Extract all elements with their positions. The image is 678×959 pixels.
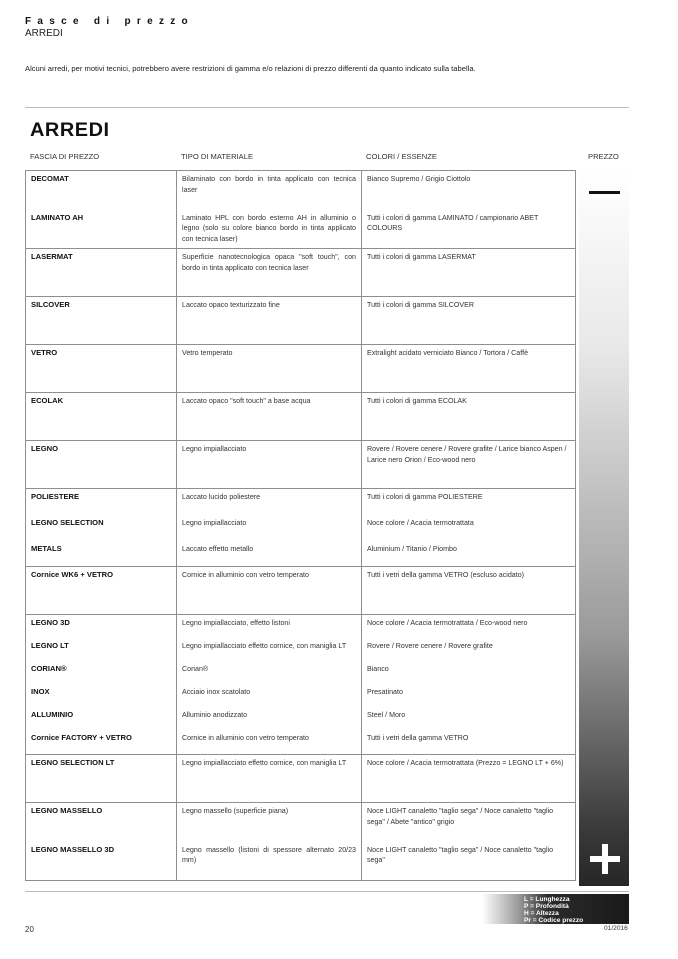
- price-scale-bar: [579, 170, 629, 886]
- material-colors: Bianco: [362, 661, 576, 684]
- material-colors: Noce LIGHT canaletto "taglio sega" / Noce canaletto "taglio sega" / Abete "antico" grigio: [362, 803, 576, 842]
- material-name: DECOMAT: [26, 171, 177, 210]
- column-header-tipo: TIPO DI MATERIALE: [181, 152, 254, 161]
- table-row: [26, 755, 576, 803]
- column-header-fascia: FASCIA DI PREZZO: [30, 152, 100, 161]
- table-row: [26, 803, 576, 842]
- table-row: [26, 345, 576, 393]
- material-name: Cornice WK6 + VETRO: [26, 567, 177, 615]
- material-name: LAMINATO AH: [26, 210, 177, 249]
- material-colors: Noce colore / Acacia termotrattata / Eco-wood nero: [362, 615, 576, 638]
- legend-item: Pr = Codice prezzo: [524, 917, 584, 925]
- dimension-legend: [482, 894, 629, 924]
- plus-icon-vertical-stroke: [602, 844, 608, 874]
- table-row: [26, 489, 576, 515]
- material-name: Cornice FACTORY + VETRO: [26, 730, 177, 755]
- material-type: Legno impiallacciato effetto cornice, con maniglia LT: [177, 755, 362, 803]
- material-name: LEGNO MASSELLO 3D: [26, 842, 177, 881]
- table-row: [26, 730, 576, 755]
- material-colors: Noce colore / Acacia termotrattata (Prezzo = LEGNO LT + 6%): [362, 755, 576, 803]
- material-colors: Tutti i colori di gamma LASERMAT: [362, 249, 576, 297]
- page-subtitle: ARREDI: [25, 28, 63, 39]
- material-type: Laccato effetto metallo: [177, 541, 362, 567]
- material-type: Corian®: [177, 661, 362, 684]
- table-row: [26, 210, 576, 249]
- material-name: METALS: [26, 541, 177, 567]
- material-type: Legno impiallacciato: [177, 441, 362, 489]
- material-colors: Rovere / Rovere cenere / Rovere grafite / Larice bianco Aspen / Larice nero Orion / Eco-wood nero: [362, 441, 576, 489]
- material-name: INOX: [26, 684, 177, 707]
- material-name: LEGNO 3D: [26, 615, 177, 638]
- material-colors: Tutti i colori di gamma LAMINATO / campionario ABET COLOURS: [362, 210, 576, 249]
- material-colors: Aluminium / Titanio / Piombo: [362, 541, 576, 567]
- material-colors: Noce LIGHT canaletto "taglio sega" / Noce canaletto "taglio sega": [362, 842, 576, 881]
- column-header-prezzo: PREZZO: [588, 152, 619, 161]
- material-name: ECOLAK: [26, 393, 177, 441]
- material-type: Alluminio anodizzato: [177, 707, 362, 730]
- material-type: Legno massello (listoni di spessore alternato 20/23 mm): [177, 842, 362, 881]
- material-colors: Noce colore / Acacia termotrattata: [362, 515, 576, 541]
- material-type: Cornice in alluminio con vetro temperato: [177, 730, 362, 755]
- material-type: Laccato opaco texturizzato fine: [177, 297, 362, 345]
- table-row: [26, 615, 576, 638]
- material-type: Laccato opaco "soft touch" a base acqua: [177, 393, 362, 441]
- bottom-divider: [25, 891, 629, 892]
- material-type: Vetro temperato: [177, 345, 362, 393]
- table-row: [26, 297, 576, 345]
- table-row: [26, 393, 576, 441]
- material-colors: Tutti i vetri della gamma VETRO (escluso acidato): [362, 567, 576, 615]
- material-colors: Steel / Moro: [362, 707, 576, 730]
- material-name: ALLUMINIO: [26, 707, 177, 730]
- material-name: LEGNO SELECTION LT: [26, 755, 177, 803]
- material-type: Legno massello (superficie piana): [177, 803, 362, 842]
- material-colors: Tutti i vetri della gamma VETRO: [362, 730, 576, 755]
- material-name: LEGNO MASSELLO: [26, 803, 177, 842]
- material-type: Legno impiallacciato effetto cornice, con maniglia LT: [177, 638, 362, 661]
- section-heading: ARREDI: [30, 120, 110, 141]
- material-type: Laccato lucido poliestere: [177, 489, 362, 515]
- minus-icon: [589, 191, 620, 194]
- material-name: LEGNO LT: [26, 638, 177, 661]
- intro-note: Alcuni arredi, per motivi tecnici, potrebbero avere restrizioni di gamma e/o relazioni di prezzo differenti da quanto indicato sulla tabella.: [25, 64, 476, 73]
- material-type: Legno impiallacciato: [177, 515, 362, 541]
- material-name: POLIESTERE: [26, 489, 177, 515]
- material-type: Legno impiallacciato, effetto listoni: [177, 615, 362, 638]
- table-row: [26, 171, 576, 210]
- revision-date: 01/2016: [604, 925, 628, 932]
- material-name: SILCOVER: [26, 297, 177, 345]
- material-colors: Bianco Supremo / Grigio Ciottolo: [362, 171, 576, 210]
- material-name: LEGNO SELECTION: [26, 515, 177, 541]
- legend-item: L = Lunghezza: [524, 896, 570, 903]
- price-band-table: [25, 170, 576, 881]
- table-row: [26, 707, 576, 730]
- material-colors: Rovere / Rovere cenere / Rovere grafite: [362, 638, 576, 661]
- legend-item: H = Altezza: [524, 910, 559, 918]
- table-row: [26, 661, 576, 684]
- material-name: CORIAN®: [26, 661, 177, 684]
- material-type: Laminato HPL con bordo esterno AH in alluminio o legno (solo su colore bianco bordo in tinta applicato con tecnica laser): [177, 210, 362, 249]
- material-name: LASERMAT: [26, 249, 177, 297]
- table-row: [26, 515, 576, 541]
- material-name: VETRO: [26, 345, 177, 393]
- material-type: Bilaminato con bordo in tinta applicato con tecnica laser: [177, 171, 362, 210]
- legend-item: P = Profondità: [524, 903, 569, 911]
- table-row: [26, 541, 576, 567]
- table-row: [26, 441, 576, 489]
- material-type: Acciaio inox scatolato: [177, 684, 362, 707]
- material-colors: Presatinato: [362, 684, 576, 707]
- material-colors: Tutti i colori di gamma POLIESTERE: [362, 489, 576, 515]
- material-name: LEGNO: [26, 441, 177, 489]
- material-colors: Tutti i colori di gamma SILCOVER: [362, 297, 576, 345]
- table-row: [26, 638, 576, 661]
- material-colors: Tutti i colori di gamma ECOLAK: [362, 393, 576, 441]
- table-row: [26, 567, 576, 615]
- material-type: Superficie nanotecnologica opaca "soft touch", con bordo in tinta applicato con tecnica laser: [177, 249, 362, 297]
- page-title: Fasce di prezzo: [25, 16, 194, 27]
- table-row: [26, 842, 576, 881]
- table-row: [26, 249, 576, 297]
- table-row: [26, 684, 576, 707]
- column-header-colori: COLORI / ESSENZE: [366, 152, 437, 161]
- page-number: 20: [25, 925, 34, 934]
- material-colors: Extralight acidato verniciato Bianco / Tortora / Caffè: [362, 345, 576, 393]
- top-divider: [25, 107, 629, 108]
- material-type: Cornice in alluminio con vetro temperato: [177, 567, 362, 615]
